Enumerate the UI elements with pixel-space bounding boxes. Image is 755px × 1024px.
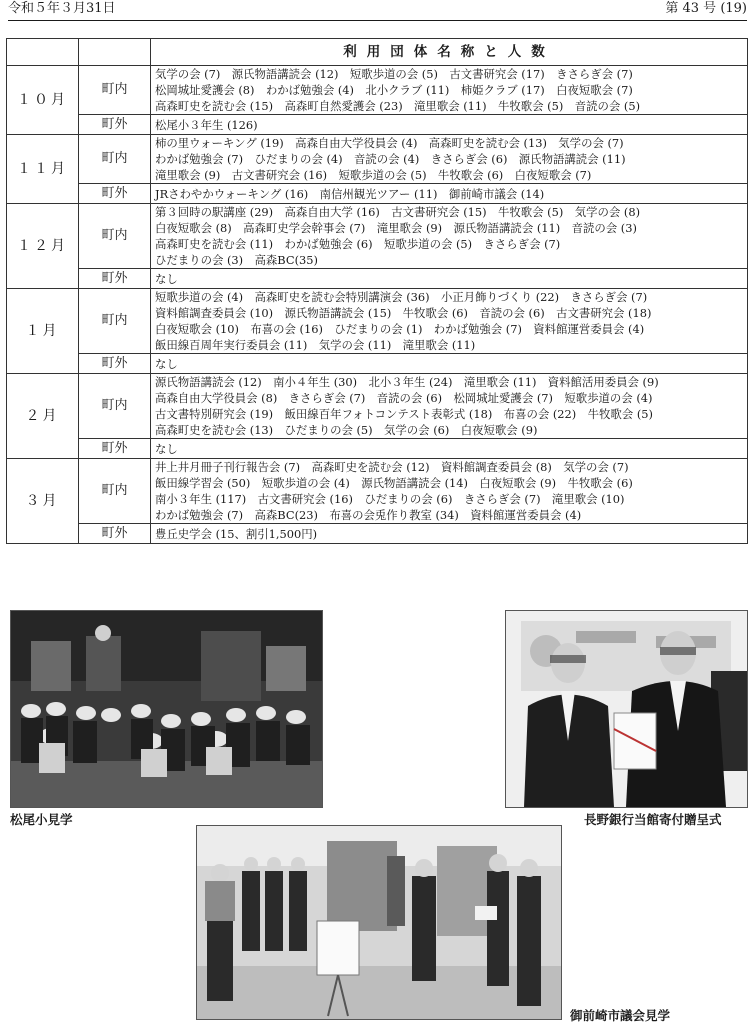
month-label: １０月: [7, 66, 79, 135]
month-label: １２月: [7, 204, 79, 289]
photo-bank-donation-image: [506, 611, 747, 807]
group-line: 源氏物語講読会 (12) 南小４年生 (30) 北小３年生 (24) 滝里歌会 (11) 資料館活用委員会 (9): [155, 375, 659, 389]
inside-town-label: 町内: [79, 289, 151, 354]
group-line: 井上井月冊子刊行報告会 (7) 高森町史を読む会 (12) 資料館調査委員会 (8) 気学の会 (7): [155, 460, 629, 474]
page-header: [8, 0, 747, 18]
blank-header-cell: [79, 39, 151, 66]
table-body: [7, 66, 748, 544]
blank-header-cell: [7, 39, 79, 66]
inside-town-groups: [151, 374, 748, 439]
table-row: [7, 184, 748, 204]
inside-town-label: 町内: [79, 66, 151, 115]
table-row: [7, 354, 748, 374]
group-line: 高森町史を読む会 (11) わかば勉強会 (6) 短歌歩道の会 (5) きさらぎ会 (7): [155, 237, 561, 251]
group-line: 短歌歩道の会 (4) 高森町史を読む会特別講演会 (36) 小正月飾りづくり (22) きさらぎ会 (7): [155, 290, 648, 304]
table-row: [7, 204, 748, 269]
photo-council-caption: 御前崎市議会見学: [570, 1008, 671, 1023]
inside-town-groups: [151, 289, 748, 354]
inside-town-groups: [151, 459, 748, 524]
outside-town-groups: 豊丘史学会 (15、割引1,500円): [151, 524, 748, 544]
outside-town-label: 町外: [79, 269, 151, 289]
table-row: [7, 524, 748, 544]
photo-council-visit-image: [197, 826, 561, 1019]
outside-town-label: 町外: [79, 524, 151, 544]
month-label: ２月: [7, 374, 79, 459]
group-line: 飯田線百周年実行委員会 (11) 気学の会 (11) 滝里歌会 (11): [155, 338, 476, 352]
photo-bank-donation: [505, 610, 748, 808]
month-label: １１月: [7, 135, 79, 204]
outside-town-groups: なし: [151, 269, 748, 289]
issue-number: 第 43 号 (19): [665, 1, 747, 16]
outside-town-groups: 松尾小３年生 (126): [151, 115, 748, 135]
group-line: 松岡城址愛護会 (8) わかば勉強会 (4) 北小クラブ (11) 柿姫クラブ (17) 白夜短歌会 (7): [155, 83, 633, 97]
outside-town-label: 町外: [79, 439, 151, 459]
outside-town-label: 町外: [79, 115, 151, 135]
photo-council-visit: [196, 825, 562, 1020]
outside-town-label: 町外: [79, 184, 151, 204]
group-line: 白夜短歌会 (10) 布喜の会 (16) ひだまりの会 (1) わかば勉強会 (7) 資料館運営委員会 (4): [155, 322, 645, 336]
group-line: 南小３年生 (117) 古文書研究会 (16) ひだまりの会 (6) きさらぎ会 (7) 滝里歌会 (10): [155, 492, 625, 506]
table-row: [7, 374, 748, 439]
group-line: 高森町史を読む会 (13) ひだまりの会 (5) 気学の会 (6) 白夜短歌会 (9): [155, 423, 538, 437]
inside-town-label: 町内: [79, 374, 151, 439]
outside-town-label: 町外: [79, 354, 151, 374]
table-row: [7, 66, 748, 115]
group-line: わかば勉強会 (7) 高森BC(23) 布喜の会兎作り教室 (34) 資料館運営委員会 (4): [155, 508, 582, 522]
group-line: 資料館調査委員会 (10) 源氏物語講読会 (15) 牛牧歌会 (6) 音読の会 (6) 古文書研究会 (18): [155, 306, 652, 320]
photo-bank-caption: 長野銀行当館寄付贈呈式: [584, 812, 722, 827]
group-line: 第３回時の駅講座 (29) 高森自由大学 (16) 古文書研究会 (15) 牛牧歌会 (5) 気学の会 (8): [155, 205, 641, 219]
inside-town-groups: [151, 66, 748, 115]
table-row: [7, 135, 748, 184]
group-line: ひだまりの会 (3) 高森BC(35): [155, 253, 318, 267]
table-title: 利用団体名称と人数: [151, 39, 748, 66]
photo-matsuo-visit: [10, 610, 323, 808]
group-line: 気学の会 (7) 源氏物語講読会 (12) 短歌歩道の会 (5) 古文書研究会 (17) きさらぎ会 (7): [155, 67, 633, 81]
inside-town-groups: [151, 204, 748, 269]
inside-town-label: 町内: [79, 459, 151, 524]
inside-town-label: 町内: [79, 204, 151, 269]
month-label: １月: [7, 289, 79, 374]
group-line: わかば勉強会 (7) ひだまりの会 (4) 音読の会 (4) きさらぎ会 (6) 源氏物語講読会 (11): [155, 152, 626, 166]
group-line: 白夜短歌会 (8) 高森町史学会幹事会 (7) 滝里歌会 (9) 源氏物語講読会 (11) 音読の会 (3): [155, 221, 637, 235]
usage-table: [6, 38, 748, 544]
group-line: 高森町史を読む会 (15) 高森町自然愛護会 (23) 滝里歌会 (11) 牛牧歌会 (5) 音読の会 (5): [155, 99, 641, 113]
group-line: 高森自由大学役員会 (8) きさらぎ会 (7) 音読の会 (6) 松岡城址愛護会 (7) 短歌歩道の会 (4): [155, 391, 653, 405]
outside-town-groups: なし: [151, 354, 748, 374]
table-row: [7, 459, 748, 524]
photo-matsuo-visit-image: [11, 611, 322, 807]
header-rule: [8, 20, 747, 21]
group-line: 滝里歌会 (9) 古文書研究会 (16) 短歌歩道の会 (5) 牛牧歌会 (6) 白夜短歌会 (7): [155, 168, 592, 182]
group-line: 柿の里ウォーキング (19) 高森自由大学役員会 (4) 高森町史を読む会 (13) 気学の会 (7): [155, 136, 624, 150]
group-line: 飯田線学習会 (50) 短歌歩道の会 (4) 源氏物語講読会 (14) 白夜短歌会 (9) 牛牧歌会 (6): [155, 476, 633, 490]
outside-town-groups: なし: [151, 439, 748, 459]
photo-matsuo-caption: 松尾小見学: [10, 812, 73, 827]
table-row: [7, 289, 748, 354]
table-row: [7, 439, 748, 459]
table-row: [7, 269, 748, 289]
issue-date: 令和５年３月31日: [8, 1, 116, 16]
table-header-row: [7, 39, 748, 66]
month-label: ３月: [7, 459, 79, 544]
outside-town-groups: JRさわやかウォーキング (16) 南信州観光ツアー (11) 御前崎市議会 (14): [151, 184, 748, 204]
inside-town-groups: [151, 135, 748, 184]
table-row: [7, 115, 748, 135]
group-line: 古文書特別研究会 (19) 飯田線百年フォトコンテスト表彰式 (18) 布喜の会 (22) 牛牧歌会 (5): [155, 407, 653, 421]
inside-town-label: 町内: [79, 135, 151, 184]
